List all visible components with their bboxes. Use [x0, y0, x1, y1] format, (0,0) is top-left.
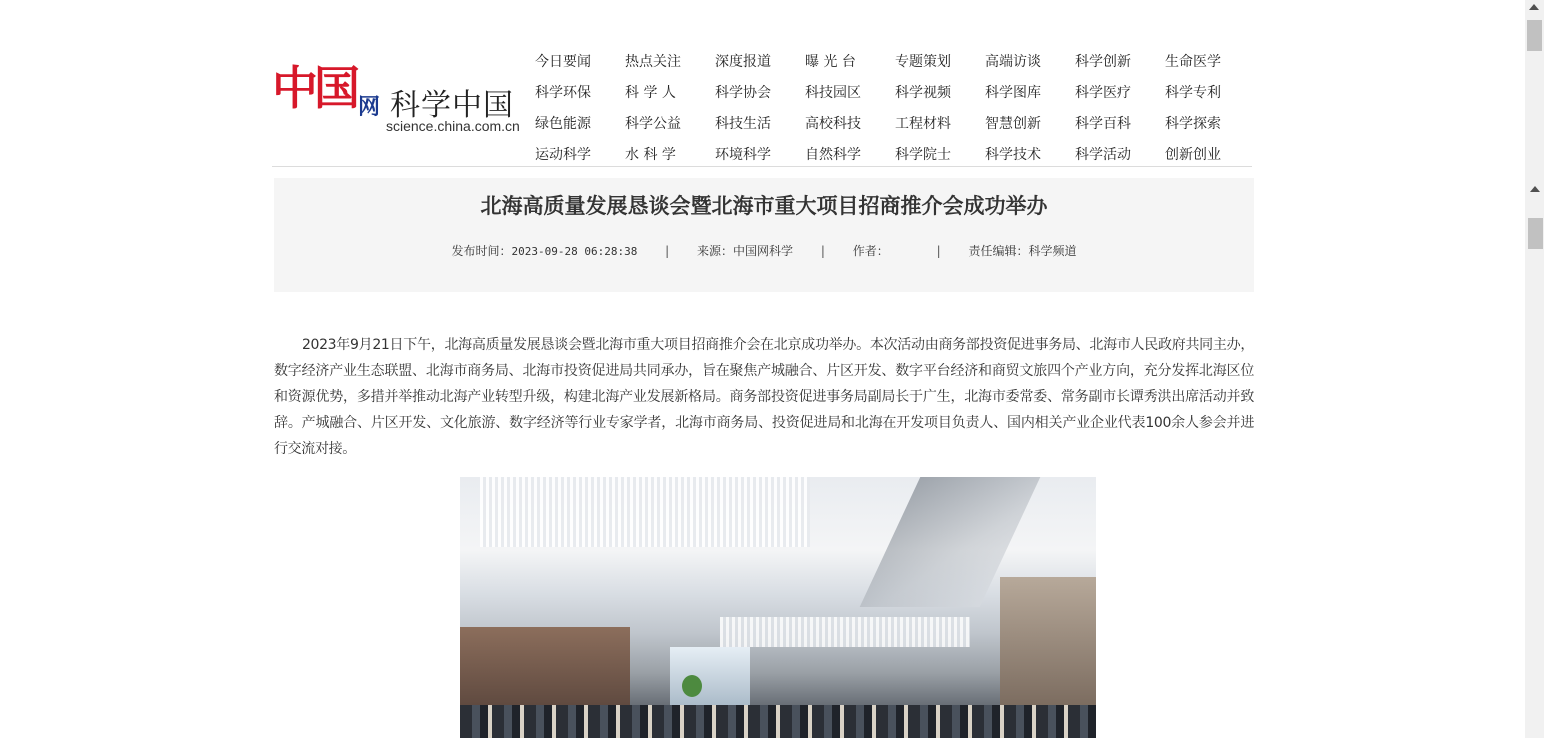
- nav-link[interactable]: 工程材料: [895, 115, 951, 132]
- header-divider: [272, 166, 1252, 167]
- nav-link[interactable]: 科学百科: [1075, 115, 1131, 132]
- article-paragraph: 2023年9月21日下午，北海高质量发展恳谈会暨北海市重大项目招商推介会在北京成功举办。本次活动由商务部投资促进事务局、北海市人民政府共同主办，数字经济产业生态联盟、北海市商务局、北海市投资促进局共同承办，旨在聚焦产城融合、片区开发、数字平台经济和商贸文旅四个产业方向，充分发挥北海区位和资源优势，多措并举推动北海产业转型升级，构建北海产业发展新格局。商务部投资促进事务局副局长于广生，北海市委常委、常务副市长谭秀洪出席活动并致辞。产城融合、片区开发、文化旅游、数字经济等行业专家学者，北海市商务局、投资促进局和北海在开发项目负责人、国内相关产业企业代表100余人参会并进行交流对接。: [274, 337, 1254, 457]
- photo-window: [670, 647, 750, 707]
- logo-brand: 科学中国: [390, 88, 514, 123]
- article-meta: [274, 242, 1254, 259]
- article-header: [274, 178, 1254, 292]
- scrollbar-thumb[interactable]: [1528, 218, 1543, 249]
- publish-time-label: 发布时间：: [451, 244, 512, 258]
- nav-row: [535, 107, 1255, 138]
- meta-separator: |: [665, 244, 670, 258]
- nav-link[interactable]: 科学院士: [895, 146, 951, 163]
- nav-link[interactable]: 深度报道: [715, 53, 771, 70]
- source-label: 来源：: [697, 244, 734, 258]
- author-label: 作者：: [852, 244, 889, 258]
- nav-link[interactable]: 智慧创新: [985, 115, 1041, 132]
- nav-link[interactable]: 热点关注: [625, 53, 681, 70]
- nav-row: [535, 76, 1255, 107]
- nav-link[interactable]: 科技园区: [805, 84, 861, 101]
- meta-separator: |: [820, 244, 825, 258]
- nav-link[interactable]: 高校科技: [805, 115, 861, 132]
- photo-attendees: [460, 705, 1096, 738]
- nav-link[interactable]: 生命医学: [1165, 53, 1221, 70]
- nav-link[interactable]: 高端访谈: [985, 53, 1041, 70]
- channel-nav: [535, 45, 1255, 169]
- logo-wang: 网: [358, 95, 381, 120]
- photo-plant: [682, 675, 702, 697]
- nav-link[interactable]: 科学环保: [535, 84, 591, 101]
- site-logo[interactable]: [272, 58, 522, 138]
- scroll-up-arrow-icon[interactable]: [1529, 4, 1539, 10]
- nav-link[interactable]: 科学公益: [625, 115, 681, 132]
- publish-time: 2023-09-28 06:28:38: [511, 245, 638, 258]
- editor-label: 责任编辑：: [968, 244, 1029, 258]
- scrollbar-thumb[interactable]: [1527, 20, 1542, 51]
- nav-link[interactable]: 水 科 学: [625, 146, 676, 163]
- nav-link[interactable]: 环境科学: [715, 146, 771, 163]
- nav-link[interactable]: 今日要闻: [535, 53, 591, 70]
- scroll-up-arrow-icon[interactable]: [1530, 186, 1540, 192]
- nav-link[interactable]: 自然科学: [805, 146, 861, 163]
- nav-link[interactable]: 科学活动: [1075, 146, 1131, 163]
- nav-link[interactable]: 科 学 人: [625, 84, 676, 101]
- nav-link[interactable]: 创新创业: [1165, 146, 1221, 163]
- article-title: 北海高质量发展恳谈会暨北海市重大项目招商推介会成功举办: [480, 193, 1048, 218]
- nav-link[interactable]: 科技生活: [715, 115, 771, 132]
- nav-row: [535, 45, 1255, 76]
- photo-chandelier: [480, 477, 810, 547]
- logo-mark: 中国: [272, 61, 356, 115]
- source-value: 中国网科学: [733, 244, 794, 258]
- nav-link[interactable]: 曝 光 台: [805, 53, 856, 70]
- nav-link[interactable]: 科学协会: [715, 84, 771, 101]
- article-photo: [460, 477, 1096, 738]
- nav-link[interactable]: 科学视频: [895, 84, 951, 101]
- editor-value: 科学频道: [1028, 244, 1077, 258]
- photo-ceiling-light: [720, 617, 970, 647]
- nav-link[interactable]: 科学技术: [985, 146, 1041, 163]
- nav-link[interactable]: 科学创新: [1075, 53, 1131, 70]
- nav-link[interactable]: 科学探索: [1165, 115, 1221, 132]
- nav-link[interactable]: 科学专利: [1165, 84, 1221, 101]
- nav-link[interactable]: 科学图库: [985, 84, 1041, 101]
- nav-link[interactable]: 科学医疗: [1075, 84, 1131, 101]
- nav-link[interactable]: 运动科学: [535, 146, 591, 163]
- nav-link[interactable]: 专题策划: [895, 53, 951, 70]
- frame-scrollbar[interactable]: [1526, 180, 1544, 680]
- logo-domain: science.china.com.cn: [386, 118, 520, 134]
- meta-separator: |: [936, 244, 941, 258]
- nav-row: [535, 138, 1255, 169]
- nav-link[interactable]: 绿色能源: [535, 115, 591, 132]
